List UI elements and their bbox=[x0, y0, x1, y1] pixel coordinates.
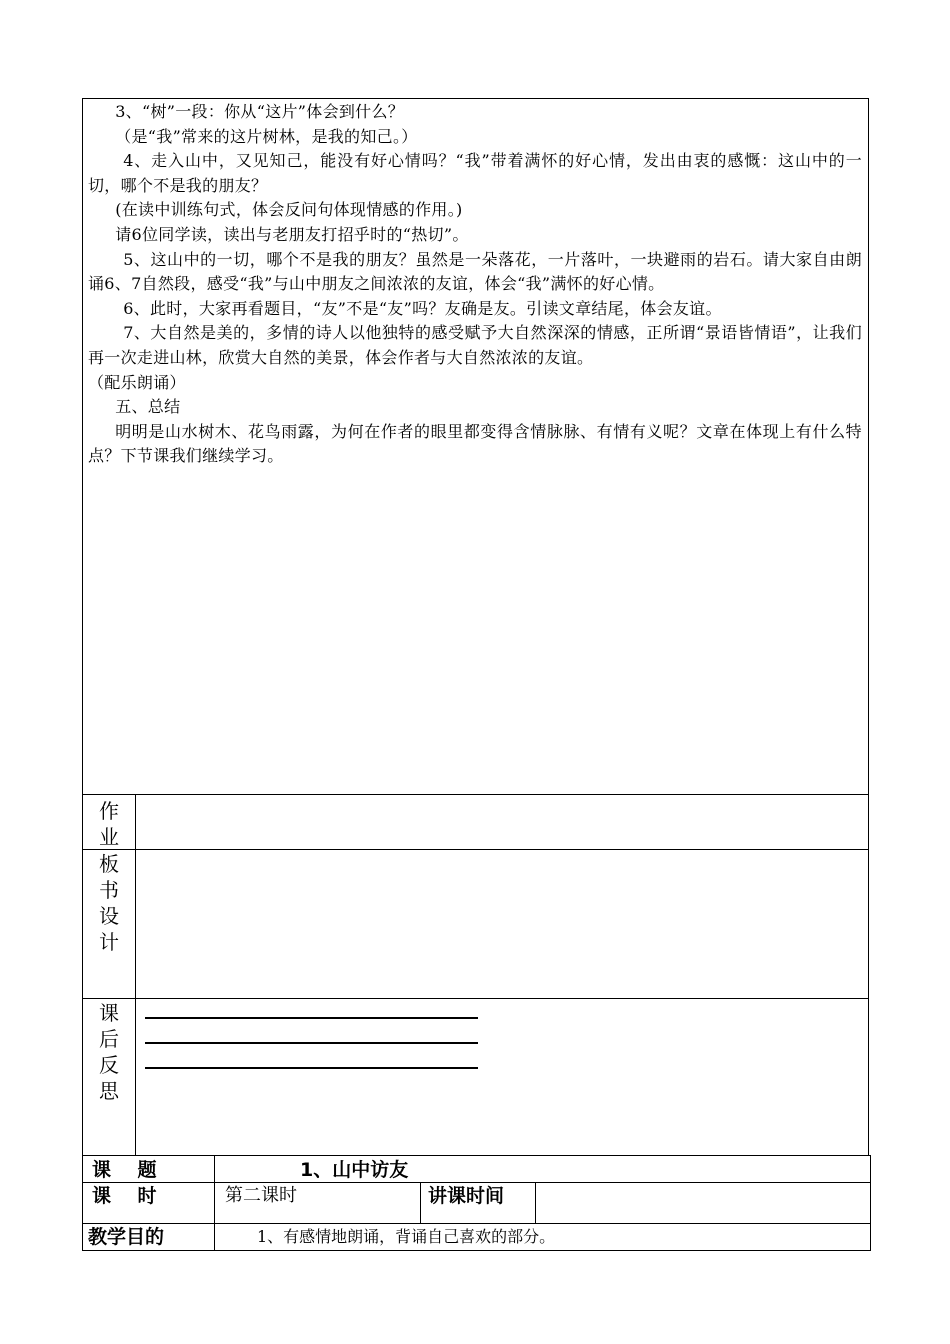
content-paragraph: 7、大自然是美的，多情的诗人以他独特的感受赋予大自然深深的情感，正所谓“景语皆情语”，让我们再一次走进山林，欣赏大自然的美景，体会作者与大自然浓浓的友谊。 bbox=[88, 323, 862, 367]
content-paragraph: 4、走入山中，又见知己，能没有好心情吗？“我”带着满怀的好心情，发出由衷的感慨：这山中的一切，哪个不是我的朋友？ bbox=[88, 151, 862, 195]
topic-label: 课 题 bbox=[92, 1159, 157, 1181]
lesson-process-content bbox=[88, 100, 862, 469]
info-row-divider bbox=[82, 1182, 871, 1183]
info-label-column-divider bbox=[214, 1155, 215, 1250]
reflection-blank-line bbox=[145, 1017, 478, 1019]
content-paragraph: 3、“树”一段：你从“这片”体会到什么？ bbox=[115, 102, 405, 121]
homework-label: 作 业 bbox=[99, 799, 119, 849]
objective-value: 1、有感情地朗诵，背诵自己喜欢的部分。 bbox=[257, 1227, 556, 1246]
info-table-right-border bbox=[870, 1155, 871, 1250]
reflection-blank-line bbox=[145, 1042, 478, 1044]
content-paragraph: 6、此时，大家再看题目，“友”不是“友”吗？友确是友。引读文章结尾，体会友谊。 bbox=[123, 298, 722, 318]
content-paragraph: （是“我”常来的这片树林，是我的知己。） bbox=[115, 126, 418, 146]
info-cell-divider bbox=[535, 1182, 536, 1223]
table-left-border bbox=[82, 98, 83, 1155]
lecture-time-label: 讲课时间 bbox=[428, 1185, 505, 1207]
row-divider bbox=[82, 849, 869, 850]
content-paragraph: 5、这山中的一切，哪个不是我的朋友？虽然是一朵落花，一片落叶，一块避雨的岩石。请大家自由朗诵6、7自然段，感受“我”与山中朋友之间浓浓的友谊，体会“我”满怀的好心情。 bbox=[88, 249, 862, 294]
info-cell-divider bbox=[420, 1182, 421, 1223]
row-divider bbox=[82, 998, 869, 999]
period-label: 课 时 bbox=[92, 1185, 157, 1207]
table-right-border bbox=[868, 98, 869, 1155]
content-paragraph: (在读中训练句式，体会反问句体现情感的作用。) bbox=[115, 200, 463, 220]
content-paragraph: 请6位同学读，读出与老朋友打招乎时的“热切”。 bbox=[115, 224, 469, 244]
period-value: 第二课时 bbox=[225, 1185, 297, 1206]
info-table-left-border bbox=[82, 1155, 83, 1250]
content-paragraph: 明明是山水树木、花鸟雨露，为何在作者的眼里都变得含情脉脉、有情有义呢？文章在体现上有什么特点？下节课我们继续学习。 bbox=[88, 421, 862, 466]
table-top-border bbox=[82, 98, 869, 99]
objective-label: 教学目的 bbox=[88, 1226, 165, 1248]
info-table-bottom-border bbox=[82, 1250, 871, 1251]
info-table-top-border bbox=[82, 1155, 871, 1156]
section-heading: 五、总结 bbox=[115, 397, 181, 417]
reflection-blank-line bbox=[145, 1067, 478, 1069]
info-row-divider bbox=[82, 1223, 871, 1224]
topic-value: 1、山中访友 bbox=[300, 1159, 409, 1181]
blackboard-design-label: 板 书 设 计 bbox=[99, 852, 119, 954]
content-paragraph: （配乐朗诵） bbox=[88, 372, 186, 392]
reflection-label: 课 后 反 思 bbox=[99, 1001, 119, 1103]
row-divider bbox=[82, 794, 869, 795]
